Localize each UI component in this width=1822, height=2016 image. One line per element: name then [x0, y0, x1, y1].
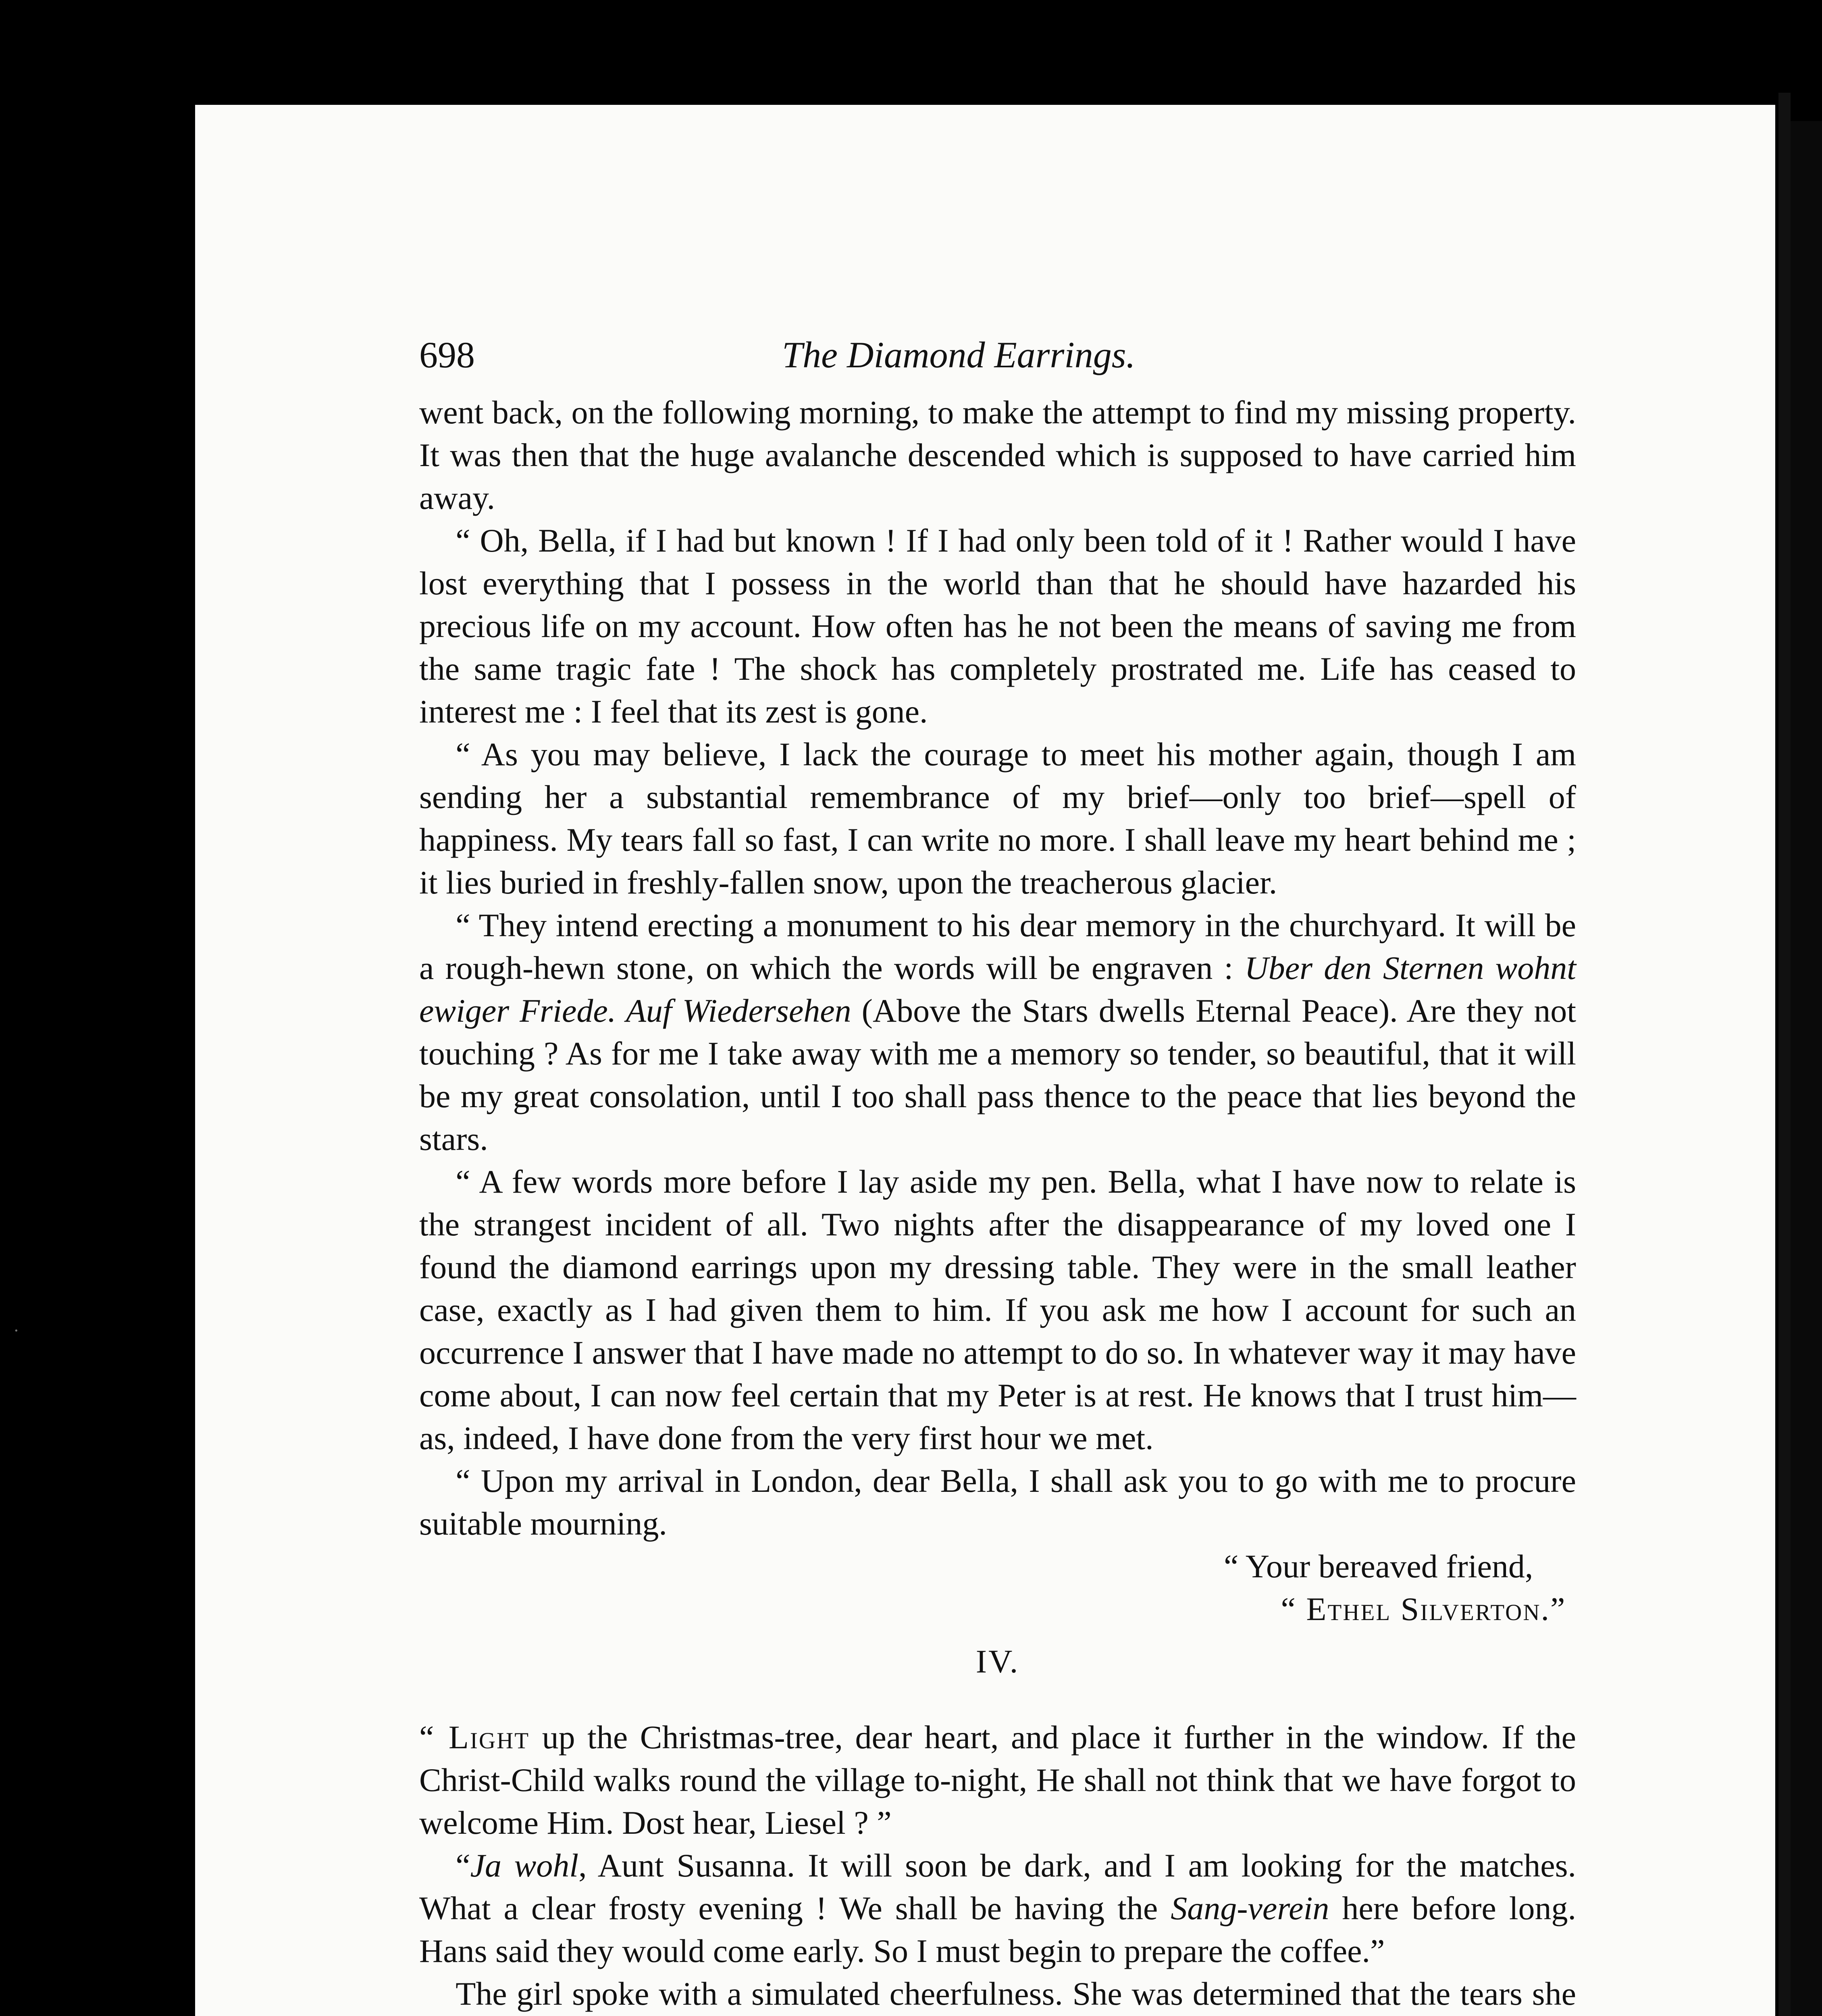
chapter-heading: IV. — [975, 1643, 1020, 1680]
paragraph — [419, 1844, 1576, 1972]
paragraph: The girl spoke with a simulated cheerfulness. She was determined that the tears she — [456, 1975, 1576, 2012]
small-caps-lead: “ Light — [419, 1719, 530, 1756]
paragraph: “ A few words more before I lay aside my pen. Bella, what I have now to relate is the strangest incident of all. Two nights after the disappearance of my loved one I found the diamond earrings upon my dressing table. They were in the small leather case, exactly as I had given them to him. If you ask me how I account for such an occurrence I answer that I have made no attempt to do so. In whatever way it may have come about, I can now feel certain that my Peter is at rest. He knows that I trust him—as, indeed, I have done from the very first hour we met. — [419, 1163, 1576, 1456]
page-text — [419, 331, 1576, 2016]
quote-mark: “ — [456, 1847, 470, 1884]
paragraph-text: , Aunt Susanna. It will soon be dark, and I am looking for the matches. What a clear frosty evening ! We shall be having the — [419, 1847, 1577, 1926]
letter-signature: “ Ethel Silverton.” — [1281, 1591, 1566, 1627]
german-phrase: Ja wohl — [470, 1847, 579, 1884]
paragraph: “ Upon my arrival in London, dear Bella, I shall ask you to go with me to procure suitable mourning. — [419, 1462, 1576, 1542]
facing-page-edge — [1791, 121, 1822, 2016]
paragraph: went back, on the following morning, to make the attempt to find my missing property. It was then that the huge avalanche descended which is supposed to have carried him away. — [419, 394, 1576, 516]
german-phrase: Sang-verein — [1171, 1890, 1329, 1926]
paragraph — [419, 904, 1576, 1160]
paragraph-text: “ They intend erecting a monument to his dear memory in the churchyard. It will be a rough-hewn stone, on which the words will be engraven : — [419, 907, 1576, 986]
paragraph: “ As you may believe, I lack the courage to meet his mother again, though I am sending her a substantial remembrance of my brief—only too brief—spell of happiness. My tears fall so fast, I can write no more. I shall leave my heart behind me ; it lies buried in freshly-fallen snow, upon the treacherous glacier. — [419, 736, 1576, 901]
paragraph — [419, 1716, 1576, 1844]
german-inscription: Uber den Sternen wohnt ewiger Friede. Auf Wiedersehen — [419, 950, 1576, 1029]
paragraph-text: up the Christmas-tree, dear heart, and place it further in the window. If the Christ-Child walks round the village to-night, He shall not think that we have forgot to welcome Him. Dost hear, Liesel ? ” — [419, 1719, 1577, 1841]
running-head — [419, 331, 1576, 387]
page-edge-shadow — [1778, 93, 1791, 2016]
running-title: The Diamond Earrings. — [782, 334, 1136, 375]
letter-closing: “ Your bereaved friend, — [1224, 1548, 1533, 1585]
paragraph: “ Oh, Bella, if I had but known ! If I had only been told of it ! Rather would I have lost everything that I possess in the world than that he should have hazarded his precious life on my account. How often has he not been the means of saving me from the same tragic fate ! The shock has completely prostrated me. Life has ceased to interest me : I feel that its zest is gone. — [419, 522, 1576, 730]
paragraph-text: here before long. Hans said they would come early. So I must begin to prepare the coffee.” — [419, 1890, 1577, 1969]
paragraph-text: (Above the Stars dwells Eternal Peace). Are they not touching ? As for me I take away with me a memory so tender, so beautiful, that it will be my great consolation, until I too shall pass thence to the peace that lies beyond the stars. — [419, 992, 1577, 1157]
scan-speck: · — [14, 1322, 19, 1340]
page-number: 698 — [419, 334, 475, 375]
